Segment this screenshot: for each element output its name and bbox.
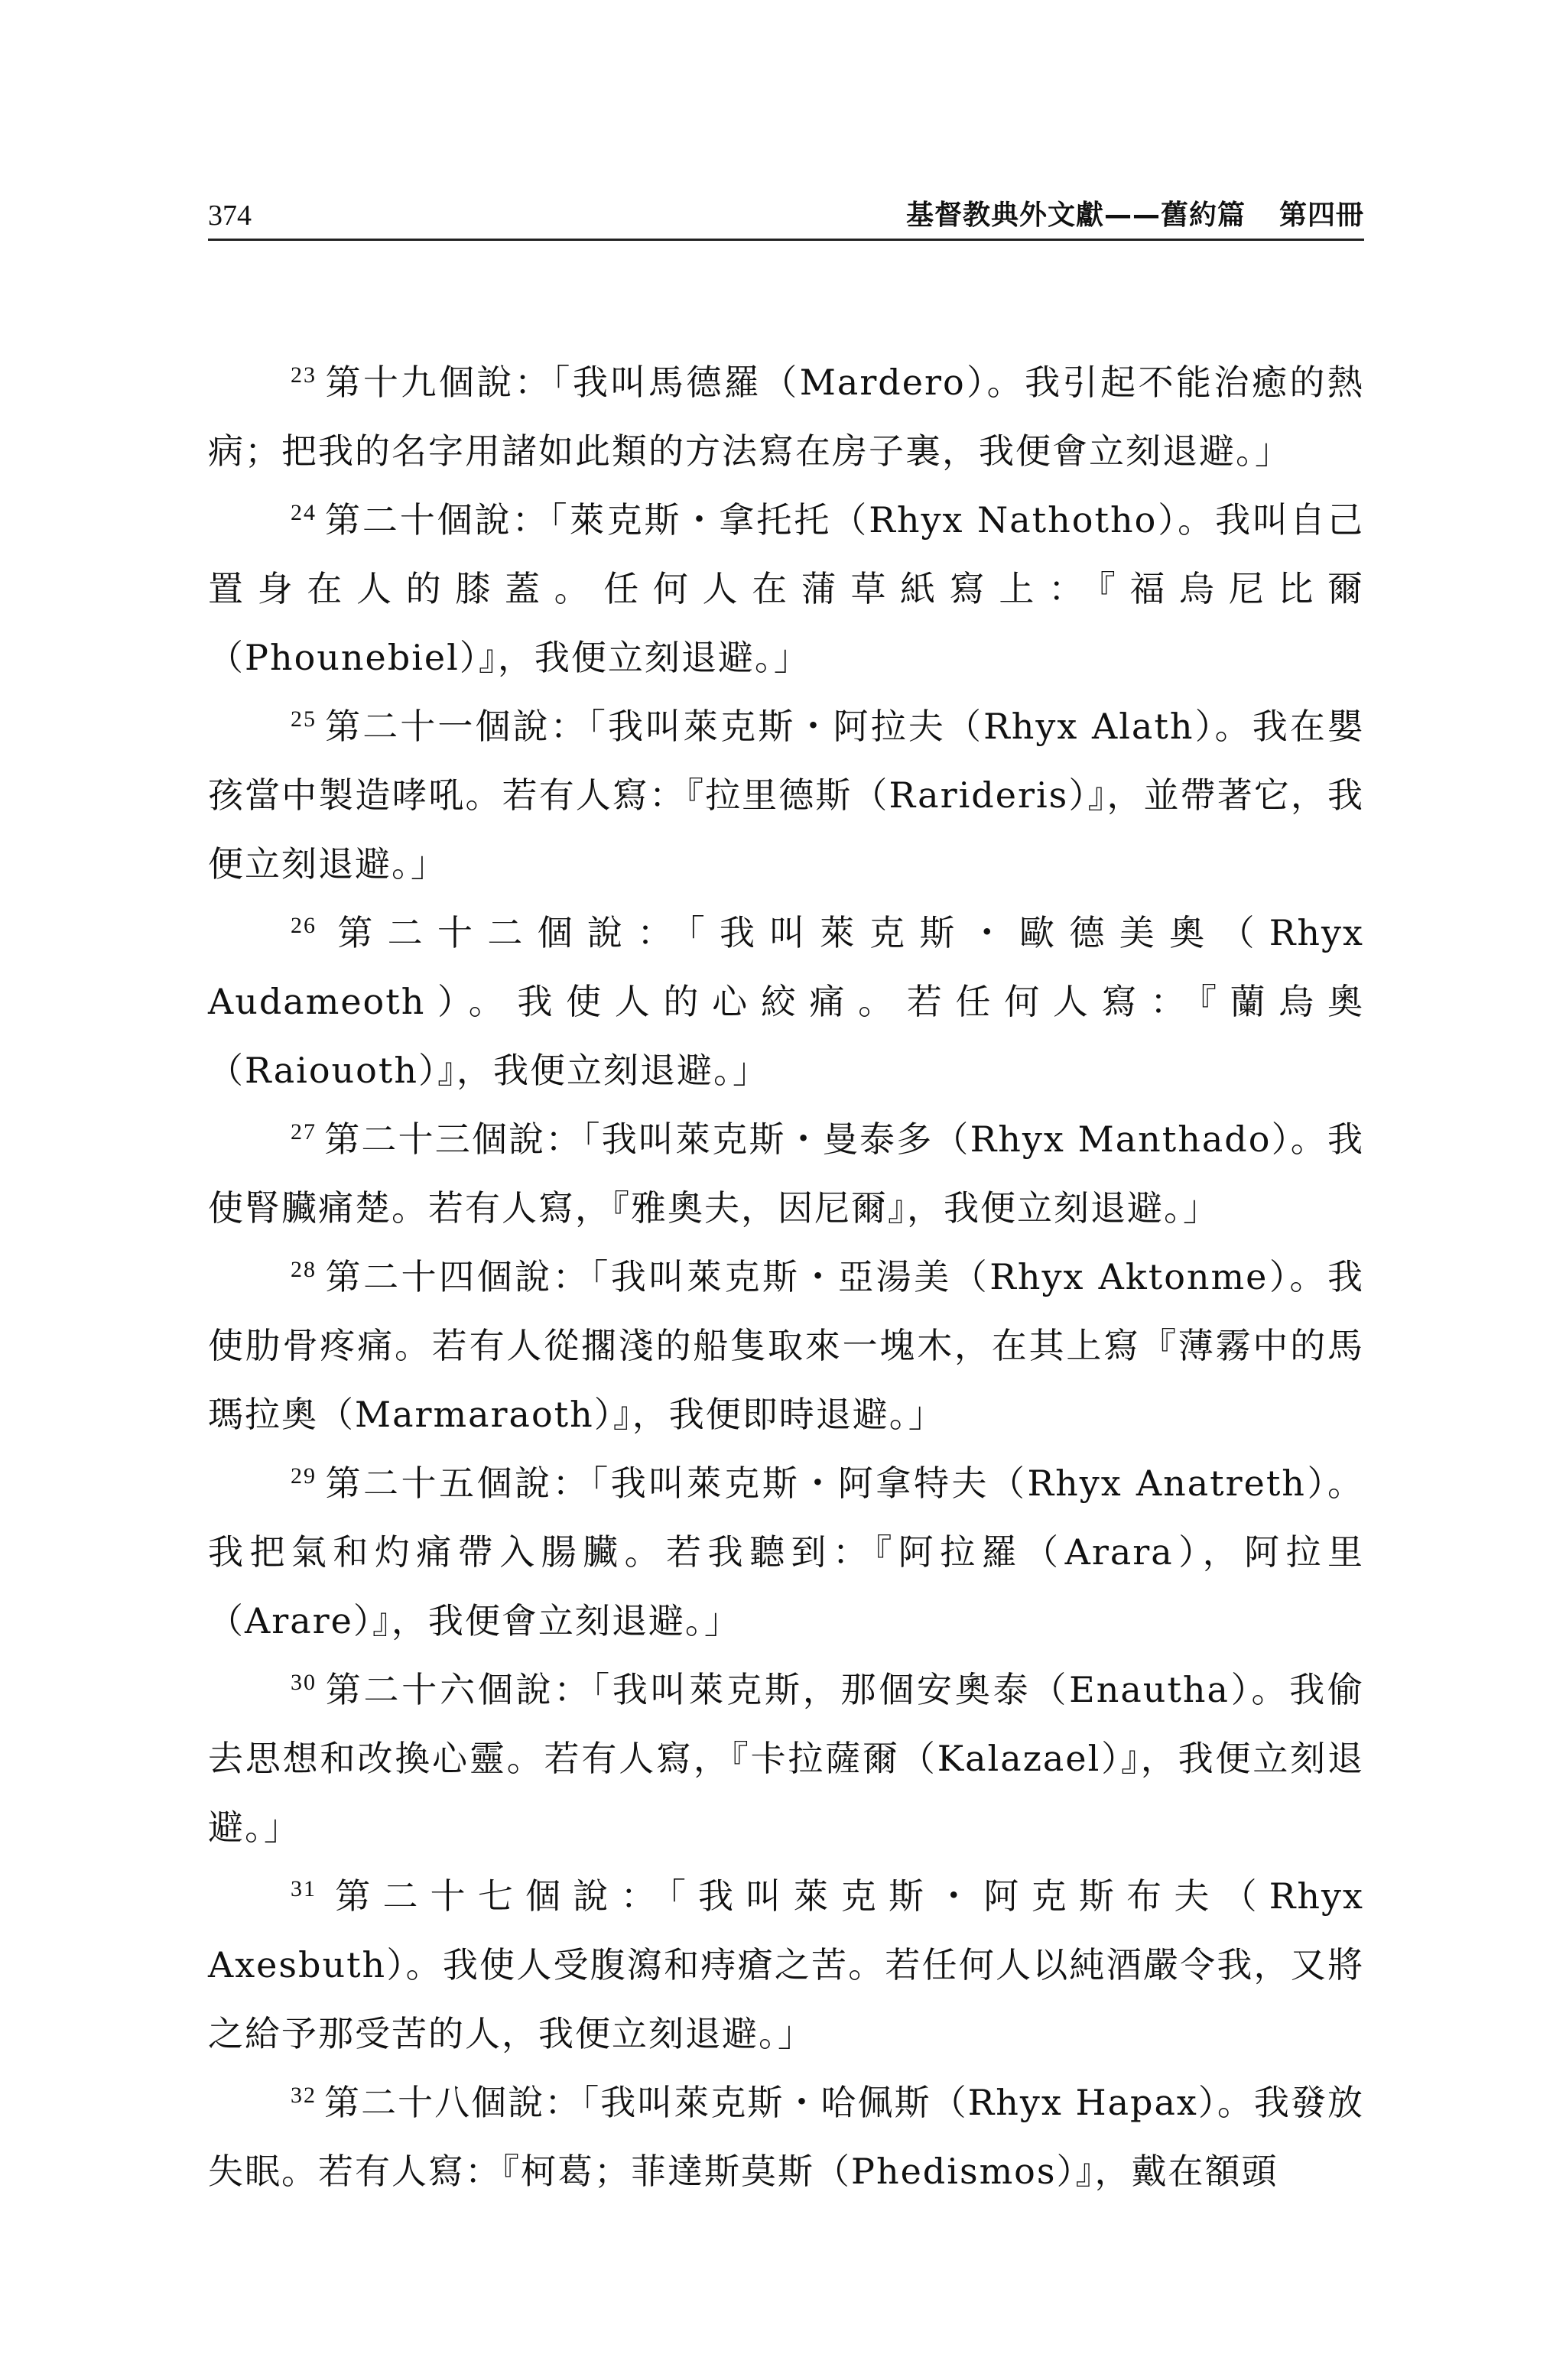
verse-text: 第十九個說：「我叫馬德羅（Mardero）。我引起不能治癒的熱病；把我的名字用諸如此類的方法寫在房子裏，我便會立刻退避。」 [208, 362, 1364, 472]
running-header [208, 191, 1364, 241]
verse [208, 2068, 1364, 2206]
verse [208, 348, 1364, 485]
verse-number: 28 [291, 1257, 317, 1282]
book-title: 基督教典外文獻——舊約篇 [905, 200, 1246, 231]
verse-number: 27 [291, 1119, 317, 1145]
verse-text: 第二十三個說：「我叫萊克斯・曼泰多（Rhyx Manthado）。我使腎臟痛楚。若有人寫，『雅奧夫，因尼爾』，我便立刻退避。」 [208, 1119, 1364, 1229]
running-title [906, 193, 1364, 232]
verse-number: 32 [291, 2083, 317, 2108]
verse-number: 24 [291, 500, 317, 525]
verse-text: 第二十二個說：「我叫萊克斯・歐德美奧（Rhyx Audameoth）。我使人的心絞痛。若任何人寫：『蘭烏奧（Raiouoth）』，我便立刻退避。」 [208, 912, 1364, 1091]
verse [208, 1105, 1364, 1242]
verse [208, 692, 1364, 898]
verse [208, 1449, 1364, 1655]
verse-text: 第二十七個說：「我叫萊克斯・阿克斯布夫（Rhyx Axesbuth）。我使人受腹瀉和痔瘡之苦。若任何人以純酒嚴令我，又將之給予那受苦的人，我便立刻退避。」 [208, 1875, 1364, 2054]
verse [208, 1862, 1364, 2068]
verse-text: 第二十個說：「萊克斯・拿托托（Rhyx Nathotho）。我叫自己置身在人的膝蓋。任何人在蒲草紙寫上：『福烏尼比爾（Phounebiel）』，我便立刻退避。」 [208, 499, 1364, 678]
verse-number: 29 [291, 1463, 317, 1489]
page-number: 374 [208, 200, 252, 232]
verse-number: 30 [291, 1670, 317, 1695]
verse-text: 第二十八個說：「我叫萊克斯・哈佩斯（Rhyx Hapax）。我發放失眠。若有人寫：『柯葛；菲達斯莫斯（Phedismos）』，戴在額頭 [208, 2082, 1364, 2192]
verse-number: 23 [291, 362, 317, 388]
verse [208, 1242, 1364, 1449]
verse [208, 485, 1364, 692]
page-body [208, 348, 1364, 2206]
volume-label: 第四冊 [1278, 200, 1364, 231]
verse-number: 31 [291, 1876, 317, 1901]
verse [208, 1655, 1364, 1862]
verse-text: 第二十四個說：「我叫萊克斯・亞湯美（Rhyx Aktonme）。我使肋骨疼痛。若有人從擱淺的船隻取來一塊木，在其上寫『薄霧中的馬瑪拉奧（Marmaraoth）』，我便即時退避。」 [208, 1256, 1364, 1435]
verse-text: 第二十五個說：「我叫萊克斯・阿拿特夫（Rhyx Anatreth）。我把氣和灼痛帶入腸臟。若我聽到：『阿拉羅（Arara），阿拉里（Arare）』，我便會立刻退避。」 [208, 1463, 1364, 1641]
verse [208, 898, 1364, 1105]
verse-text: 第二十一個說：「我叫萊克斯・阿拉夫（Rhyx Alath）。我在嬰孩當中製造哮吼。若有人寫：『拉里德斯（Rarideris）』，並帶著它，我便立刻退避。」 [208, 706, 1364, 885]
verse-number: 26 [291, 913, 317, 938]
verse-number: 25 [291, 706, 317, 732]
verse-text: 第二十六個說：「我叫萊克斯，那個安奧泰（Enautha）。我偷去思想和改換心靈。若有人寫，『卡拉薩爾（Kalazael）』，我便立刻退避。」 [208, 1669, 1364, 1848]
